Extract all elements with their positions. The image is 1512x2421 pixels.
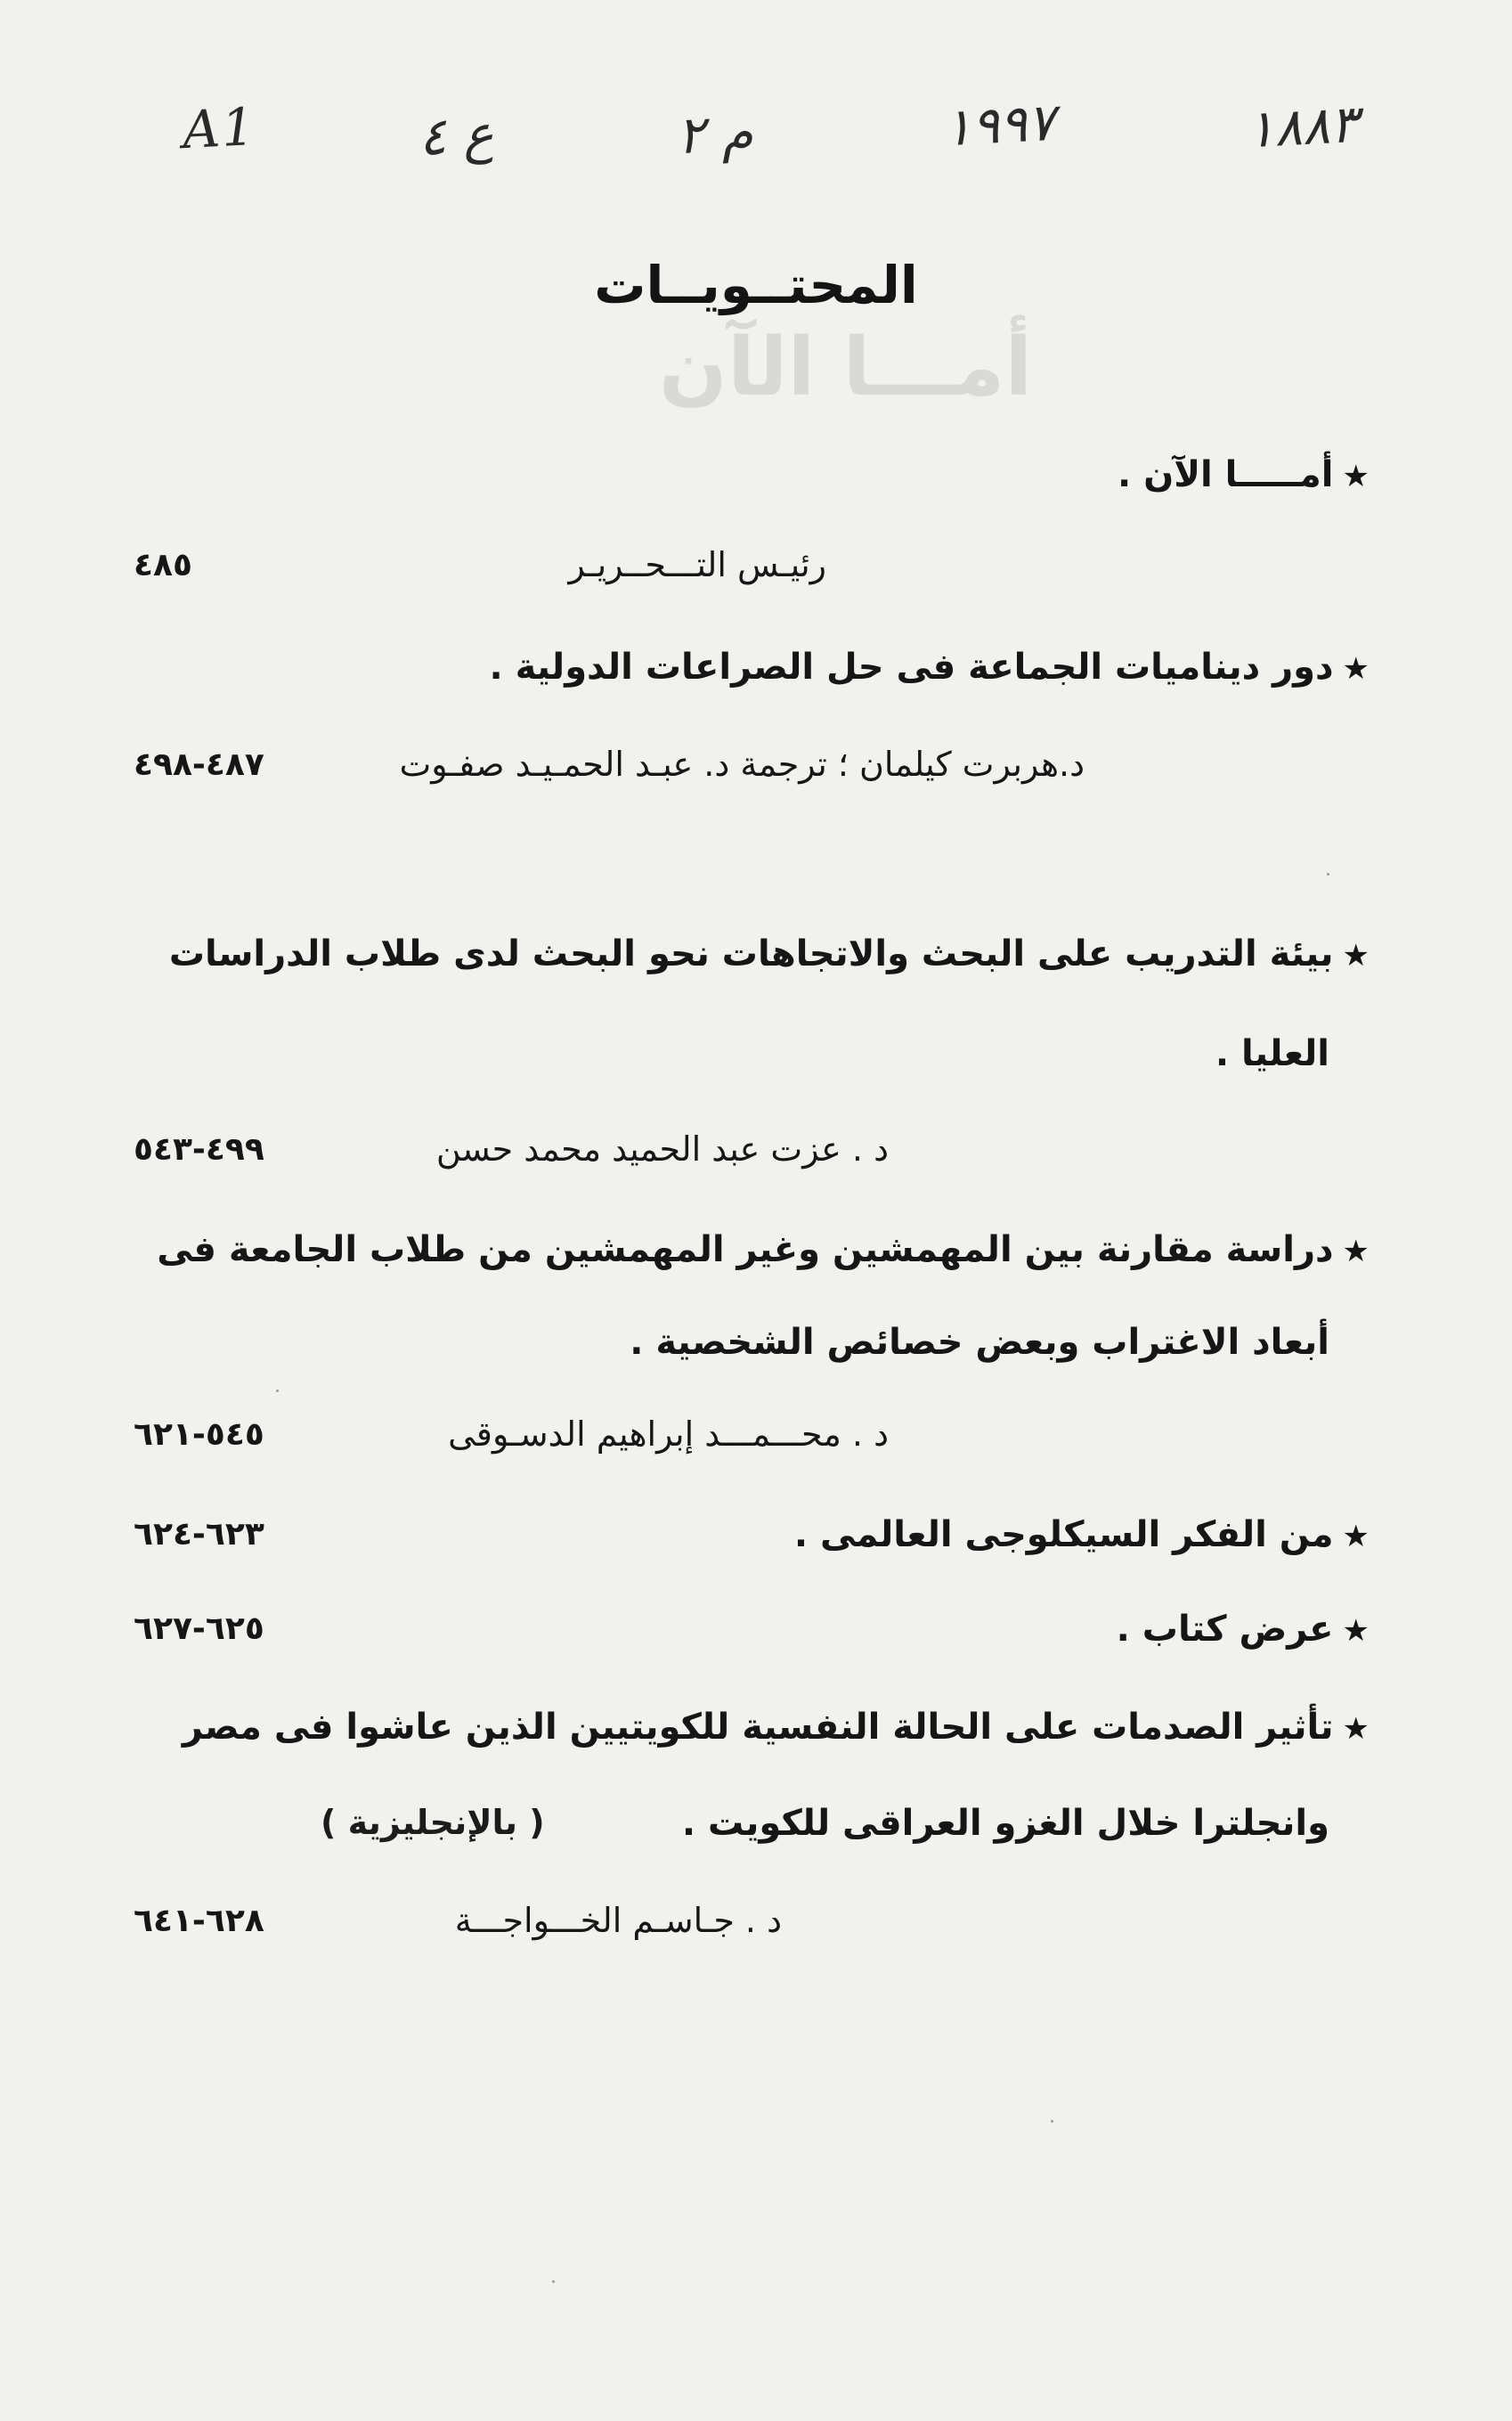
toc-entry-author: د . جـاسـم الخـــواجـــة [454, 1901, 782, 1940]
handwritten-note-part: ع ٤ [417, 102, 495, 168]
toc-entry-title-continued: أبعاد الاغتراب وبعض خصائص الشخصية . [630, 1322, 1329, 1363]
toc-entry-pages: ٦٢٨-٦٤١ [134, 1903, 264, 1939]
toc-entry-author: د . محـــمـــد إبراهيم الدسـوقى [448, 1414, 889, 1454]
star-bullet-icon: ★ [1342, 1519, 1370, 1554]
star-bullet-icon: ★ [1342, 1711, 1370, 1747]
toc-entry-author: د.هربرت كيلمان ؛ ترجمة د. عبـد الحمـيـد صفـوت [399, 745, 1085, 784]
star-bullet-icon: ★ [1342, 1234, 1370, 1269]
toc-entry-pages: ٤٨٧-٤٩٨ [134, 746, 264, 783]
handwritten-note-part: ١٩٩٧ [942, 91, 1057, 159]
toc-entry-title-continued: العليا . [1215, 1033, 1329, 1074]
scan-speck [276, 1390, 279, 1392]
scan-speck [552, 2280, 555, 2283]
star-bullet-icon: ★ [1342, 459, 1370, 494]
star-bullet-icon: ★ [1342, 938, 1370, 974]
language-note: ( بالإنجليزية ) [321, 1803, 545, 1842]
star-bullet-icon: ★ [1342, 651, 1370, 687]
toc-entry-pages: ٦٢٣-٦٢٤ [134, 1516, 264, 1553]
toc-entry-title: ★تأثير الصدمات على الحالة النفسية للكويتيين الذين عاشوا فى مصر [182, 1707, 1370, 1748]
toc-entry-pages: ٤٩٩-٥٤٣ [134, 1131, 264, 1168]
toc-entry-author: رئيـس التـــحــريـر [568, 545, 826, 584]
handwritten-note-part: A1 [181, 95, 258, 161]
toc-entry-title-continued: وانجلترا خلال الغزو العراقى للكويت . [681, 1803, 1329, 1844]
toc-entry-title: ★دور ديناميات الجماعة فى حل الصراعات الدولية . [489, 647, 1370, 688]
bleed-through-heading: أمـــا الآن [659, 321, 1033, 414]
scan-speck [1051, 2120, 1053, 2123]
toc-entry-pages: ٤٨٥ [134, 547, 192, 583]
toc-entry-pages: ٦٢٥-٦٢٧ [134, 1610, 264, 1647]
star-bullet-icon: ★ [1342, 1613, 1370, 1649]
toc-entry-title: ★عرض كتاب . [1116, 1609, 1370, 1650]
scan-speck [1327, 873, 1329, 876]
toc-entry-title: ★من الفكر السيكلوجى العالمى . [793, 1514, 1370, 1555]
handwritten-reference-note [0, 80, 1512, 205]
toc-entry-title: ★دراسة مقارنة بين المهمشين وغير المهمشين من طلاب الجامعة فى [157, 1229, 1370, 1270]
toc-entry-title: ★بيئة التدريب على البحث والاتجاهات نحو البحث لدى طلاب الدراسات [168, 933, 1370, 974]
toc-entry-pages: ٥٤٥-٦٢١ [134, 1416, 264, 1453]
page-title: المحتــويــات [594, 255, 918, 315]
handwritten-note-part: م ٢ [675, 101, 755, 167]
toc-entry-author: د . عزت عبد الحميد محمد حسن [435, 1129, 889, 1169]
toc-entry-title: ★أمـــــا الآن . [1117, 454, 1370, 495]
handwritten-note-part: ١٨٨٣ [1245, 93, 1360, 160]
